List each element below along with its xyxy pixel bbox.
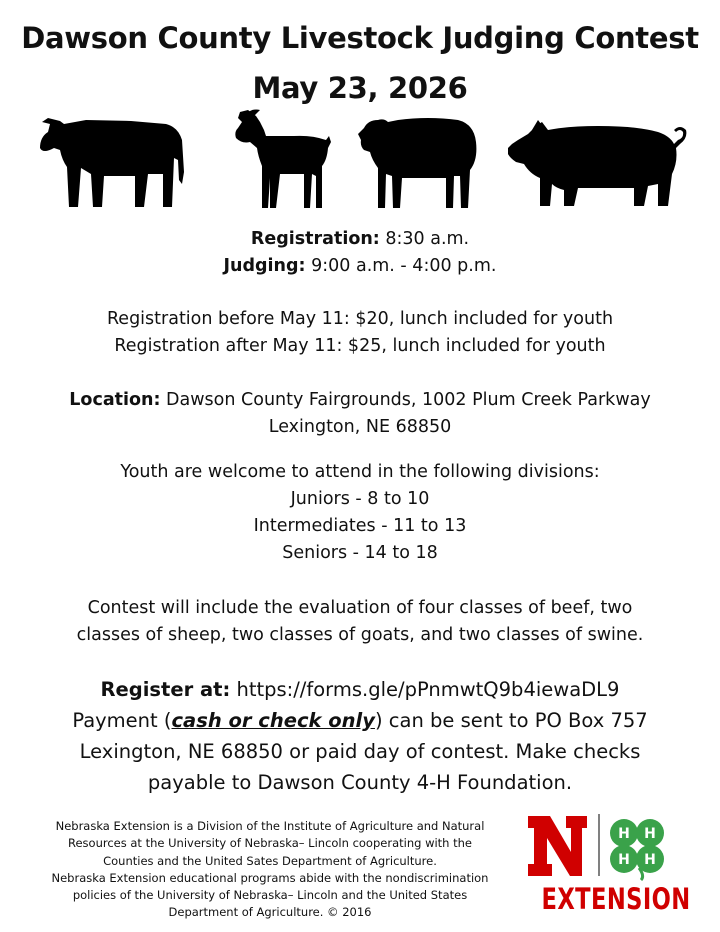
- clover-h: H: [644, 852, 656, 868]
- clover-h: H: [618, 826, 630, 842]
- division-seniors: Seniors - 14 to 18: [282, 543, 438, 563]
- payment-line-3: Lexington, NE 68850 or paid day of contest. Make checks: [79, 740, 641, 763]
- fee-early: Registration before May 11: $20, lunch included for youth: [106, 309, 614, 329]
- clover-h: H: [644, 826, 656, 842]
- pig-icon: [508, 118, 688, 210]
- payment-line-4: payable to Dawson County 4-H Foundation.: [147, 771, 573, 794]
- sheep-icon: [358, 114, 478, 210]
- judging-time: 9:00 a.m. - 4:00 p.m.: [305, 256, 497, 276]
- event-date: May 23, 2026: [252, 71, 468, 105]
- location-city: Lexington, NE 68850: [268, 417, 452, 437]
- payment-prefix: Payment (: [72, 709, 172, 732]
- svg-text:N: N: [556, 854, 558, 855]
- animal-silhouettes: [0, 104, 720, 214]
- fee-late: Registration after May 11: $25, lunch included for youth: [114, 336, 606, 356]
- payment-suffix: ) can be sent to PO Box 757: [374, 709, 648, 732]
- footer-line: Department of Agriculture. © 2016: [168, 905, 372, 920]
- footer-line: Resources at the University of Nebraska– Lincoln cooperating with the: [68, 836, 472, 851]
- payment-line: [0, 705, 720, 737]
- four-h-clover-icon: [610, 819, 664, 880]
- register-label: Register at:: [100, 678, 231, 701]
- location-line: [0, 387, 720, 414]
- footer-line: Nebraska Extension is a Division of the Institute of Agriculture and Natural: [55, 819, 485, 833]
- extension-wordmark: EXTENSION: [541, 882, 691, 916]
- page-title: Dawson County Livestock Judging Contest: [21, 21, 699, 55]
- logo-mark: [525, 812, 675, 882]
- contest-description-2: classes of sheep, two classes of goats, and two classes of swine.: [76, 625, 644, 645]
- payment-emphasis: cash or check only: [171, 709, 375, 732]
- divisions-intro: Youth are welcome to attend in the following divisions:: [120, 462, 600, 482]
- footer-disclaimer: [20, 818, 520, 922]
- registration-time: 8:30 a.m.: [379, 229, 470, 249]
- location-address: Dawson County Fairgrounds, 1002 Plum Creek Parkway: [160, 390, 651, 410]
- register-line: [0, 674, 720, 706]
- footer-line: policies of the University of Nebraska– Lincoln and the United States: [72, 888, 468, 903]
- judging-label: Judging:: [223, 256, 306, 276]
- contest-description-1: Contest will include the evaluation of four classes of beef, two: [87, 598, 633, 618]
- division-juniors: Juniors - 8 to 10: [290, 489, 430, 509]
- nebraska-n-icon: [528, 816, 587, 876]
- division-intermediates: Intermediates - 11 to 13: [253, 516, 467, 536]
- register-url[interactable]: https://forms.gle/pPnmwtQ9b4iewaDL9: [230, 678, 620, 701]
- nebraska-extension-logo: [525, 812, 691, 917]
- footer-line: Counties and the United Sates Department of Agriculture.: [103, 853, 437, 868]
- footer-line: Nebraska Extension educational programs abide with the nondiscrimination: [51, 870, 489, 885]
- goat-icon: [232, 108, 332, 212]
- registration-label: Registration:: [250, 229, 380, 249]
- judging-line: [0, 253, 720, 280]
- cow-icon: [36, 112, 188, 210]
- registration-line: [0, 226, 720, 253]
- location-label: Location:: [69, 390, 161, 410]
- clover-h: H: [618, 852, 630, 868]
